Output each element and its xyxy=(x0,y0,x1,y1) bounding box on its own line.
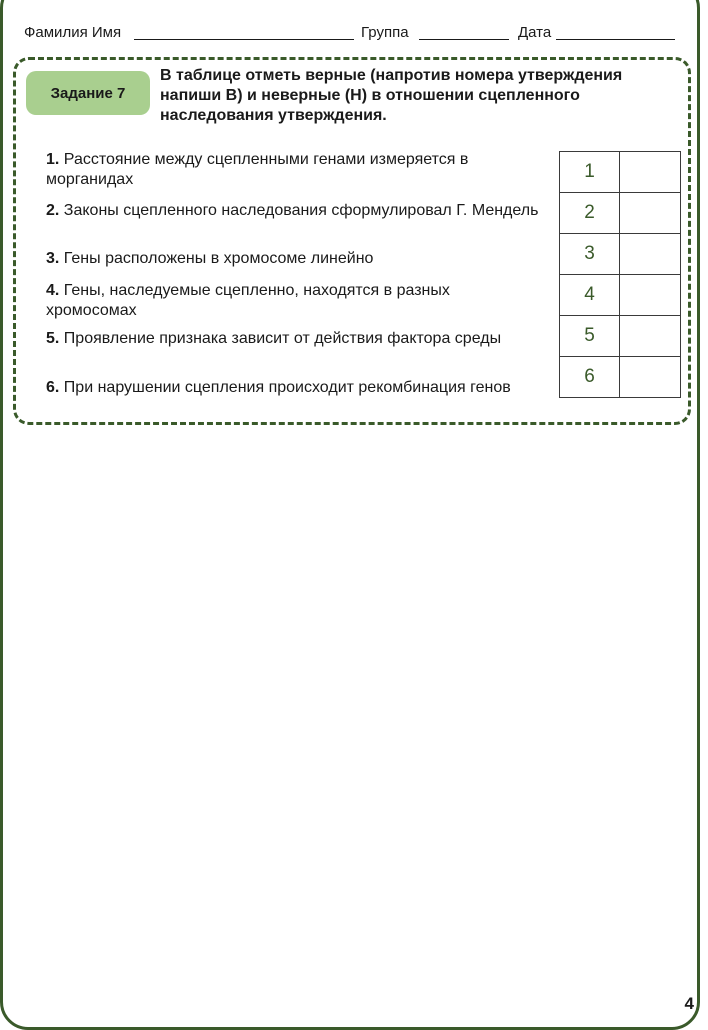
date-label: Дата xyxy=(518,24,552,41)
group-field[interactable] xyxy=(419,39,509,40)
answer-cell[interactable] xyxy=(620,275,681,316)
statement-item xyxy=(46,150,541,190)
statement-text: Расстояние между сцепленными генами измеряется в морганидах xyxy=(46,151,469,188)
statement-item xyxy=(46,329,541,349)
answer-row xyxy=(560,357,681,398)
statement-number: 5. xyxy=(46,330,60,347)
statement-item xyxy=(46,281,541,321)
statement-item xyxy=(46,378,541,398)
statement-number: 2. xyxy=(46,202,60,219)
statement-item xyxy=(46,249,541,269)
page-number: 4 xyxy=(684,994,694,1013)
task-badge: Задание 7 xyxy=(26,71,150,115)
answer-row xyxy=(560,234,681,275)
date-field[interactable] xyxy=(556,39,675,40)
statement-number: 3. xyxy=(46,250,60,267)
statement-text: Проявление признака зависит от действия фактора среды xyxy=(63,330,502,347)
answer-cell[interactable] xyxy=(620,193,681,234)
header-line xyxy=(24,24,679,46)
task-instruction: В таблице отметь верные (напротив номера утверждения напиши В) и неверные (Н) в отношении сцепленного наследования утверждения. xyxy=(160,67,623,124)
answer-row xyxy=(560,152,681,193)
statement-number: 4. xyxy=(46,282,60,299)
answer-table xyxy=(559,151,681,398)
answer-row xyxy=(560,275,681,316)
answer-row xyxy=(560,193,681,234)
answer-row-number: 4 xyxy=(560,275,620,316)
answer-cell[interactable] xyxy=(620,357,681,398)
answer-cell[interactable] xyxy=(620,234,681,275)
answer-row-number: 1 xyxy=(560,152,620,193)
answer-row-number: 3 xyxy=(560,234,620,275)
statement-item xyxy=(46,201,541,221)
group-label: Группа xyxy=(361,24,409,41)
answer-row-number: 5 xyxy=(560,316,620,357)
statement-text: Законы сцепленного наследования сформулировал Г. Мендель xyxy=(63,202,539,219)
answer-cell[interactable] xyxy=(620,316,681,357)
answer-row-number: 2 xyxy=(560,193,620,234)
name-field[interactable] xyxy=(134,39,354,40)
statement-number: 1. xyxy=(46,151,60,168)
answer-cell[interactable] xyxy=(620,152,681,193)
answer-row-number: 6 xyxy=(560,357,620,398)
statement-text: Гены расположены в хромосоме линейно xyxy=(63,250,374,267)
statement-text: При нарушении сцепления происходит рекомбинация генов xyxy=(63,379,511,396)
statement-text: Гены, наследуемые сцепленно, находятся в разных хромосомах xyxy=(46,282,450,319)
answer-row xyxy=(560,316,681,357)
name-label: Фамилия Имя xyxy=(24,24,122,41)
statement-number: 6. xyxy=(46,379,60,396)
